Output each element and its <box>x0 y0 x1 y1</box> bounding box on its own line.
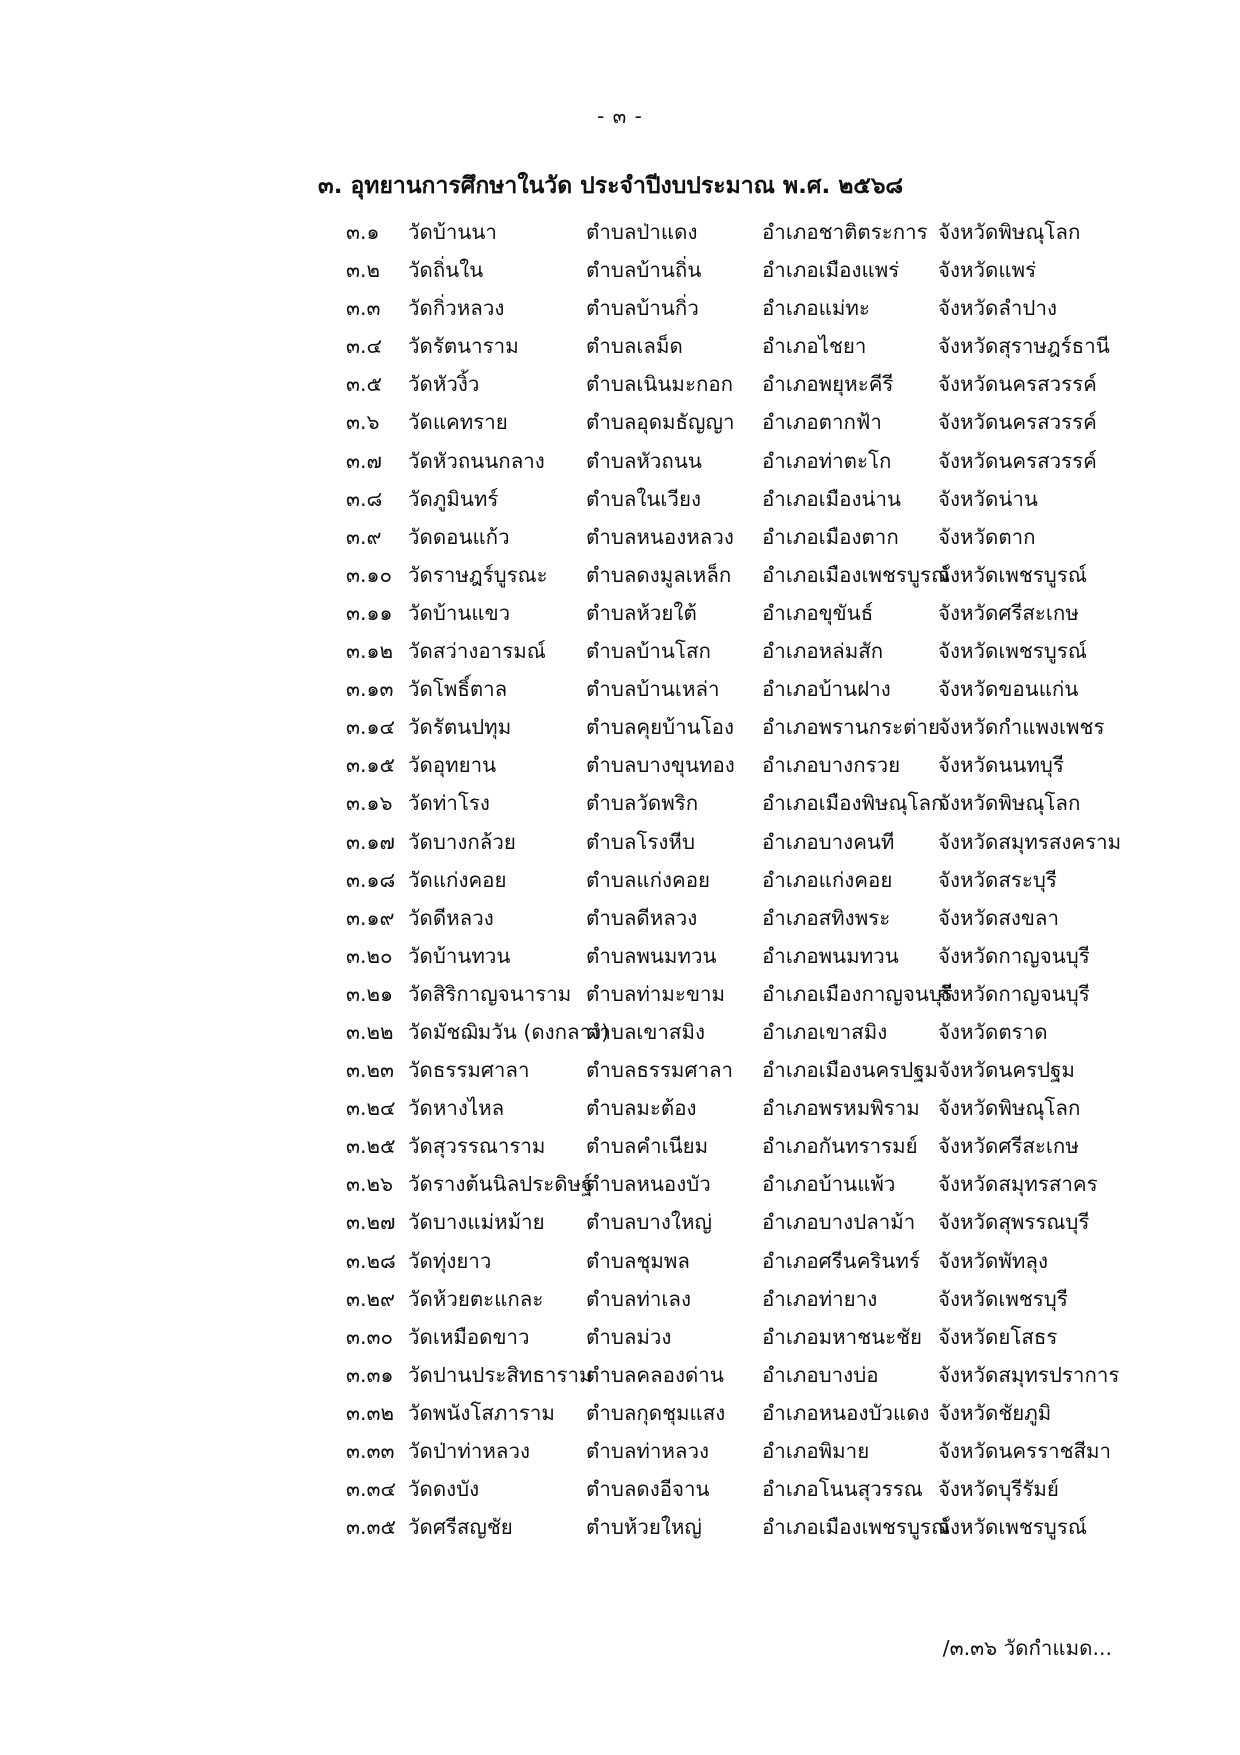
subdistrict: ตำบลเขาสมิง <box>586 1019 705 1044</box>
district: อำเภอเมืองเพชรบูรณ์ <box>762 1515 950 1540</box>
subdistrict: ตำบลกุดชุมแสง <box>586 1400 726 1425</box>
district: อำเภอบางคนที <box>762 829 895 854</box>
district: อำเภอตากฟ้า <box>762 410 882 435</box>
item-number: ๓.๓๑ <box>346 1362 394 1387</box>
subdistrict: ตำบลบ้านกิ่ว <box>586 296 699 321</box>
district: อำเภอพิมาย <box>762 1439 870 1463</box>
district: อำเภอบางปลาม้า <box>762 1210 916 1235</box>
province: จังหวัดพิษณุโลก <box>938 1096 1081 1121</box>
temple-name: วัดสุวรรณาราม <box>408 1134 546 1159</box>
temple-name: วัดภูมินทร์ <box>408 486 499 511</box>
item-number: ๓.๑๖ <box>346 791 393 816</box>
item-number: ๓.๒ <box>346 258 381 283</box>
subdistrict: ตำบลป่าแดง <box>586 220 698 244</box>
subdistrict: ตำบลในเวียง <box>586 486 701 511</box>
subdistrict: ตำบลบ้านโสก <box>586 639 711 664</box>
subdistrict: ตำบลดีหลวง <box>586 905 698 930</box>
district: อำเภอเมืองพิษณุโลก <box>762 791 944 816</box>
temple-name: วัดธรรมศาลา <box>408 1058 530 1083</box>
province: จังหวัดพัทลุง <box>938 1248 1048 1273</box>
district: อำเภอโนนสุวรรณ <box>762 1477 923 1502</box>
province: จังหวัดศรีสะเกษ <box>938 600 1079 625</box>
province: จังหวัดบุรีรัมย์ <box>938 1477 1059 1502</box>
item-number: ๓.๒๑ <box>346 981 394 1006</box>
province: จังหวัดสระบุรี <box>938 867 1057 892</box>
item-number: ๓.๗ <box>346 448 382 473</box>
list-item <box>346 1127 1226 1165</box>
list-item <box>346 784 1226 822</box>
subdistrict: ตำบลบางขุนทอง <box>586 753 735 778</box>
list-item <box>346 1051 1226 1089</box>
subdistrict: ตำบลบ้านเหล่า <box>586 677 720 702</box>
item-number: ๓.๓๒ <box>346 1400 395 1425</box>
temple-name: วัดป่าท่าหลวง <box>408 1439 530 1463</box>
district: อำเภอเขาสมิง <box>762 1019 888 1044</box>
province: จังหวัดพิษณุโลก <box>938 220 1081 244</box>
province: จังหวัดสมุทรปราการ <box>938 1362 1120 1387</box>
district: อำเภอเมืองน่าน <box>762 486 902 511</box>
list-item <box>346 670 1226 708</box>
page-number: - ๓ - <box>597 104 643 128</box>
subdistrict: ตำบลคลองด่าน <box>586 1362 724 1387</box>
district: อำเภอบ้านฝาง <box>762 677 891 702</box>
list-item <box>346 899 1226 937</box>
province: จังหวัดแพร่ <box>938 258 1037 283</box>
province: จังหวัดสุราษฎร์ธานี <box>938 334 1110 359</box>
temple-name: วัดดงบัง <box>408 1477 480 1502</box>
subdistrict: ตำบลหัวถนน <box>586 448 702 473</box>
province: จังหวัดเพชรบูรณ์ <box>938 639 1087 664</box>
list-item <box>346 823 1226 861</box>
item-number: ๓.๕ <box>346 372 383 397</box>
item-number: ๓.๒๙ <box>346 1286 396 1311</box>
subdistrict: ตำบลหนองบัว <box>586 1172 711 1197</box>
province: จังหวัดศรีสะเกษ <box>938 1134 1079 1159</box>
list-item <box>346 975 1226 1013</box>
district: อำเภอเมืองตาก <box>762 524 899 549</box>
item-number: ๓.๓๓ <box>346 1439 395 1463</box>
subdistrict: ตำบลมะต้อง <box>586 1096 697 1121</box>
subdistrict: ตำบลโรงหีบ <box>586 829 695 854</box>
subdistrict: ตำบลท่าเลง <box>586 1286 692 1311</box>
item-number: ๓.๑๒ <box>346 639 394 664</box>
province: จังหวัดนครสวรรค์ <box>938 410 1097 435</box>
list-item <box>346 1089 1226 1127</box>
province: จังหวัดกาญจนบุรี <box>938 943 1090 968</box>
temple-name: วัดหางไหล <box>408 1096 505 1121</box>
temple-name: วัดถิ่นใน <box>408 258 484 283</box>
list-item <box>346 556 1226 594</box>
province: จังหวัดกำแพงเพชร <box>938 715 1105 740</box>
temple-name: วัดท่าโรง <box>408 791 490 816</box>
district: อำเภอบางบ่อ <box>762 1362 879 1387</box>
item-number: ๓.๑๔ <box>346 715 396 740</box>
list-item <box>346 1508 1226 1546</box>
district: อำเภอพยุหะคีรี <box>762 372 894 397</box>
temple-name: วัดบ้านทวน <box>408 943 511 968</box>
list-item <box>346 1356 1226 1394</box>
district: อำเภอหนองบัวแดง <box>762 1400 930 1425</box>
item-number: ๓.๓๐ <box>346 1324 394 1349</box>
item-number: ๓.๒๘ <box>346 1248 396 1273</box>
district: อำเภอชาติตระการ <box>762 220 928 244</box>
temple-name: วัดอุทยาน <box>408 753 497 778</box>
temple-name: วัดสิริกาญจนาราม <box>408 981 572 1006</box>
province: จังหวัดตาก <box>938 524 1036 549</box>
district: อำเภอเมืองนครปฐม <box>762 1058 939 1083</box>
item-number: ๓.๒๔ <box>346 1096 396 1121</box>
subdistrict: ตำบลบ้านถิ่น <box>586 258 702 283</box>
item-number: ๓.๒๖ <box>346 1172 394 1197</box>
district: อำเภอบ้านแพ้ว <box>762 1172 896 1197</box>
temple-name: วัดดอนแก้ว <box>408 524 510 549</box>
temple-name: วัดกิ่วหลวง <box>408 296 505 321</box>
list-item <box>346 1432 1226 1470</box>
temple-list <box>346 213 1226 1546</box>
district: อำเภอขุขันธ์ <box>762 600 874 625</box>
province: จังหวัดสุพรรณบุรี <box>938 1210 1090 1235</box>
subdistrict: ตำบลแก่งคอย <box>586 867 711 892</box>
subdistrict: ตำบลท่ามะขาม <box>586 981 725 1006</box>
temple-name: วัดทุ่งยาว <box>408 1248 492 1273</box>
item-number: ๓.๑๕ <box>346 753 396 778</box>
item-number: ๓.๑๙ <box>346 905 395 930</box>
district: อำเภอบางกรวย <box>762 753 901 778</box>
list-item <box>346 1280 1226 1318</box>
district: อำเภอเมืองเพชรบูรณ์ <box>762 562 950 587</box>
province: จังหวัดนนทบุรี <box>938 753 1064 778</box>
province: จังหวัดสงขลา <box>938 905 1059 930</box>
temple-name: วัดรางต้นนิลประดิษฐ์ <box>408 1172 593 1197</box>
district: อำเภอท่ายาง <box>762 1286 878 1311</box>
item-number: ๓.๒๗ <box>346 1210 396 1235</box>
district: อำเภอแก่งคอย <box>762 867 893 892</box>
temple-name: วัดบางกล้วย <box>408 829 516 854</box>
district: อำเภอเมืองกาญจนบุรี <box>762 981 953 1006</box>
list-item <box>346 1394 1226 1432</box>
district: อำเภอพรหมพิราม <box>762 1096 920 1121</box>
district: อำเภอกันทรารมย์ <box>762 1134 918 1159</box>
temple-name: วัดปานประสิทธาราม <box>408 1362 593 1387</box>
district: อำเภอสทิงพระ <box>762 905 891 930</box>
temple-name: วัดราษฎร์บูรณะ <box>408 562 548 587</box>
temple-name: วัดดีหลวง <box>408 905 494 930</box>
item-number: ๓.๑๐ <box>346 562 393 587</box>
district: อำเภอพรานกระต่าย <box>762 715 940 740</box>
subdistrict: ตำบลบางใหญ่ <box>586 1210 712 1235</box>
subdistrict: ตำบลม่วง <box>586 1324 672 1349</box>
item-number: ๓.๑๑ <box>346 600 393 625</box>
list-item <box>346 1203 1226 1241</box>
list-item <box>346 1318 1226 1356</box>
province: จังหวัดน่าน <box>938 486 1038 511</box>
temple-name: วัดรัตนาราม <box>408 334 519 359</box>
subdistrict: ตำบลดงอีจาน <box>586 1477 710 1502</box>
item-number: ๓.๑ <box>346 220 380 244</box>
item-number: ๓.๒๐ <box>346 943 393 968</box>
province: จังหวัดเพชรบูรณ์ <box>938 562 1087 587</box>
list-item <box>346 289 1226 327</box>
subdistrict: ตำบห้วยใหญ่ <box>586 1515 702 1540</box>
list-item <box>346 327 1226 365</box>
item-number: ๓.๖ <box>346 410 380 435</box>
subdistrict: ตำบลดงมูลเหล็ก <box>586 562 732 587</box>
list-item <box>346 480 1226 518</box>
province: จังหวัดลำปาง <box>938 296 1057 321</box>
province: จังหวัดสมุทรสงคราม <box>938 829 1122 854</box>
item-number: ๓.๓ <box>346 296 381 321</box>
district: อำเภอแม่ทะ <box>762 296 870 321</box>
temple-name: วัดห้วยตะแกละ <box>408 1286 544 1311</box>
list-item <box>346 518 1226 556</box>
province: จังหวัดสมุทรสาคร <box>938 1172 1098 1197</box>
list-item <box>346 1165 1226 1203</box>
temple-name: วัดศรีสญชัย <box>408 1515 513 1540</box>
list-item <box>346 1470 1226 1508</box>
subdistrict: ตำบลคำเนียม <box>586 1134 709 1159</box>
district: อำเภอพนมทวน <box>762 943 899 968</box>
province: จังหวัดกาญจนบุรี <box>938 981 1090 1006</box>
subdistrict: ตำบลท่าหลวง <box>586 1439 710 1463</box>
province: จังหวัดนครสวรรค์ <box>938 448 1097 473</box>
subdistrict: ตำบลคุยบ้านโอง <box>586 715 734 740</box>
subdistrict: ตำบลอุดมธัญญา <box>586 410 735 435</box>
subdistrict: ตำบลห้วยใต้ <box>586 600 697 625</box>
province: จังหวัดขอนแก่น <box>938 677 1079 702</box>
list-item <box>346 861 1226 899</box>
item-number: ๓.๒๕ <box>346 1134 396 1159</box>
province: จังหวัดนครราชสีมา <box>938 1439 1112 1463</box>
subdistrict: ตำบลพนมทวน <box>586 943 717 968</box>
item-number: ๓.๓๔ <box>346 1477 397 1502</box>
section-heading: ๓. อุทยานการศึกษาในวัด ประจำปีงบประมาณ พ.ศ. ๒๕๖๘ <box>318 173 904 199</box>
subdistrict: ตำบลธรรมศาลา <box>586 1058 734 1083</box>
province: จังหวัดพิษณุโลก <box>938 791 1081 816</box>
subdistrict: ตำบลหนองหลวง <box>586 524 734 549</box>
list-item <box>346 213 1226 251</box>
temple-name: วัดแก่งคอย <box>408 867 507 892</box>
item-number: ๓.๙ <box>346 524 382 549</box>
list-item <box>346 1013 1226 1051</box>
province: จังหวัดตราด <box>938 1019 1048 1044</box>
continuation-note: /๓.๓๖ วัดกำแมด... <box>942 1636 1112 1660</box>
province: จังหวัดชัยภูมิ <box>938 1400 1052 1425</box>
list-item <box>346 365 1226 403</box>
temple-name: วัดสว่างอารมณ์ <box>408 639 546 664</box>
district: อำเภอท่าตะโก <box>762 448 892 473</box>
list-item <box>346 937 1226 975</box>
district: อำเภอมหาชนะชัย <box>762 1324 923 1349</box>
item-number: ๓.๒๓ <box>346 1058 395 1083</box>
list-item <box>346 442 1226 480</box>
item-number: ๓.๑๓ <box>346 677 394 702</box>
temple-name: วัดหัวถนนกลาง <box>408 448 545 473</box>
temple-name: วัดบ้านนา <box>408 220 497 244</box>
province: จังหวัดนครสวรรค์ <box>938 372 1097 397</box>
item-number: ๓.๑๘ <box>346 867 396 892</box>
district: อำเภอศรีนครินทร์ <box>762 1248 920 1273</box>
item-number: ๓.๘ <box>346 486 383 511</box>
district: อำเภอหล่มสัก <box>762 639 884 664</box>
subdistrict: ตำบลวัดพริก <box>586 791 699 816</box>
temple-name: วัดแคทราย <box>408 410 508 435</box>
province: จังหวัดเพชรบูรณ์ <box>938 1515 1087 1540</box>
province: จังหวัดเพชรบุรี <box>938 1286 1068 1311</box>
list-item <box>346 403 1226 441</box>
list-item <box>346 746 1226 784</box>
temple-name: วัดโพธิ์ตาล <box>408 677 508 702</box>
temple-name: วัดบางแม่หม้าย <box>408 1210 545 1235</box>
province: จังหวัดยโสธร <box>938 1324 1058 1349</box>
province: จังหวัดนครปฐม <box>938 1058 1075 1083</box>
subdistrict: ตำบลชุมพล <box>586 1248 690 1273</box>
district: อำเภอไชยา <box>762 334 867 359</box>
temple-name: วัดรัตนปทุม <box>408 715 512 740</box>
item-number: ๓.๑๗ <box>346 829 395 854</box>
list-item <box>346 632 1226 670</box>
item-number: ๓.๒๒ <box>346 1019 394 1044</box>
subdistrict: ตำบลเลม็ด <box>586 334 683 359</box>
list-item <box>346 1242 1226 1280</box>
list-item <box>346 708 1226 746</box>
district: อำเภอเมืองแพร่ <box>762 258 900 283</box>
item-number: ๓.๓๕ <box>346 1515 397 1540</box>
list-item <box>346 251 1226 289</box>
temple-name: วัดพนังโสภาราม <box>408 1400 555 1425</box>
temple-name: วัดเหมือดขาว <box>408 1324 530 1349</box>
subdistrict: ตำบลเนินมะกอก <box>586 372 734 397</box>
list-item <box>346 594 1226 632</box>
item-number: ๓.๔ <box>346 334 383 359</box>
temple-name: วัดบ้านแขว <box>408 600 511 625</box>
temple-name: วัดหัวงิ้ว <box>408 372 480 397</box>
temple-name: วัดมัชฌิมวัน (ดงกลาง) <box>408 1019 610 1044</box>
